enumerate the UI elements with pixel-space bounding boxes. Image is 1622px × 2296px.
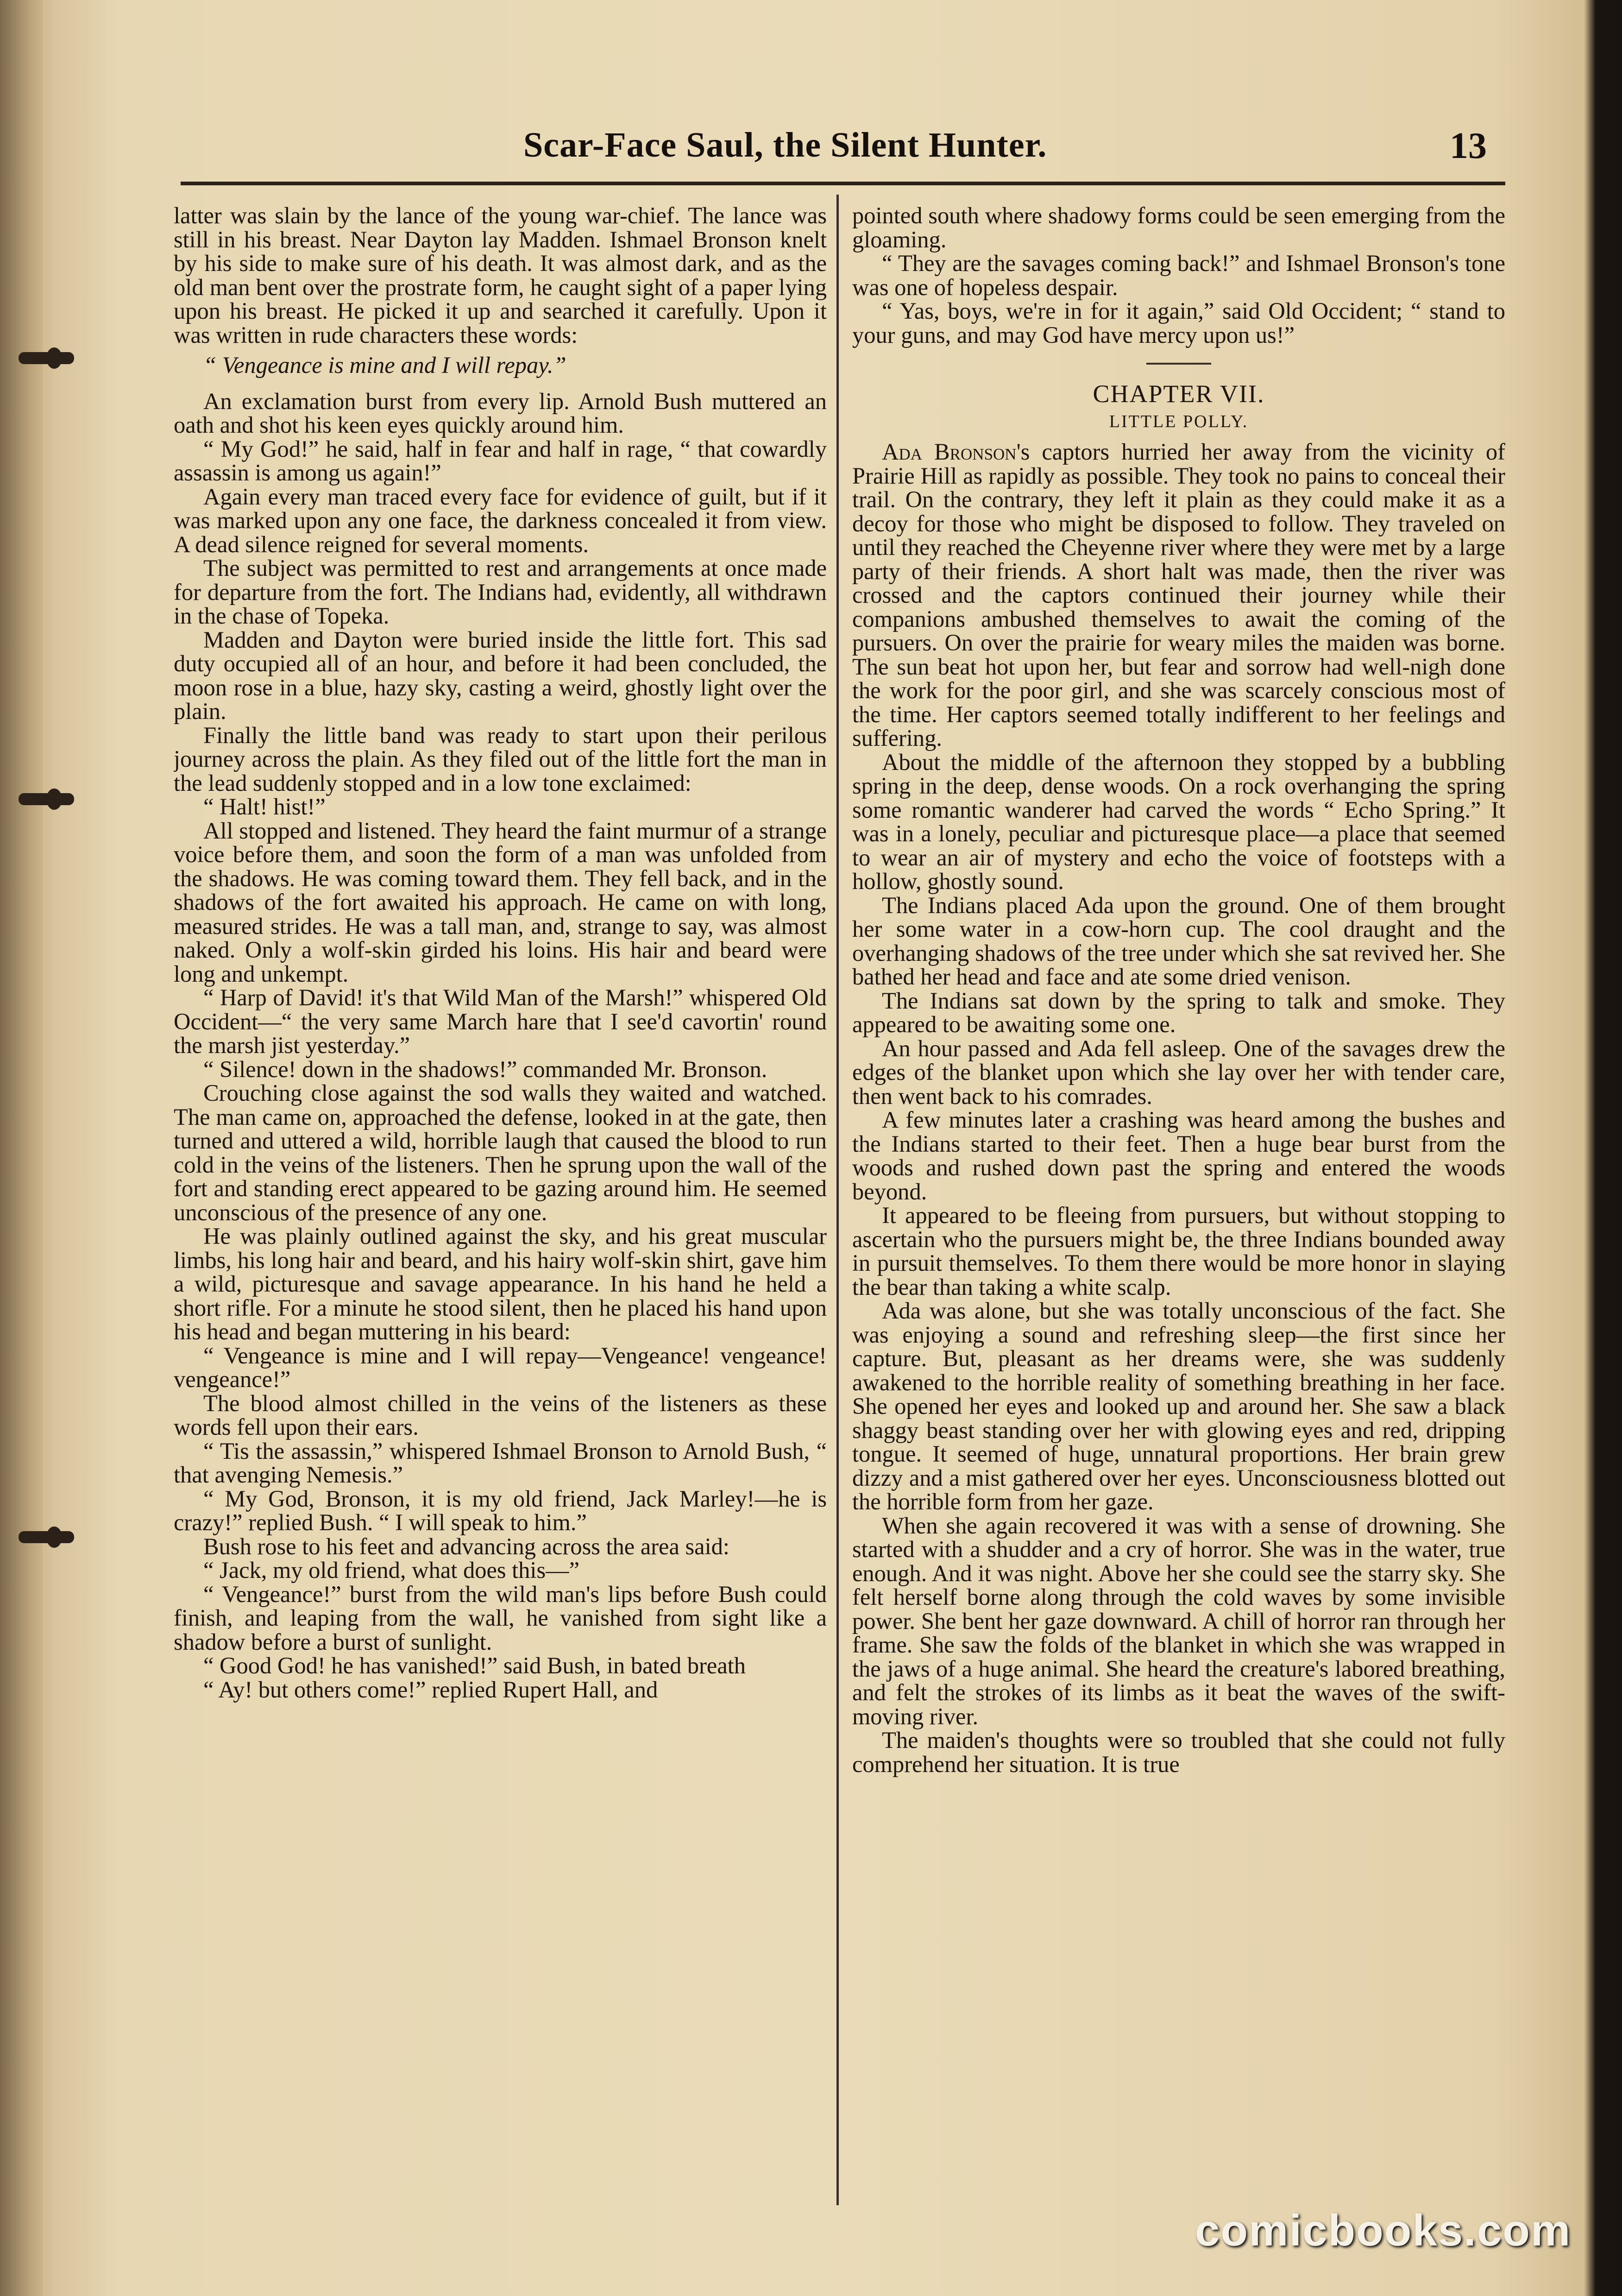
paragraph: When she again recovered it was with a sense of drowning. She started with a shudder and a cry of horror. She was in the water, true enough. And it was night. Above her she could see the starry sky. She felt herself borne along through the cold waves by some invisible power. She bent her gaze downward. A chill of horror ran through her frame. She saw the folds of the blanket in which she was wrapped in the jaws of a huge animal. She heard the creature's labored breathing, and felt the strokes of its limbs as it beat the waves of the swift-moving river. [852,1512,1505,1729]
paragraph: The blood almost chilled in the veins of the listeners as these words fell upon their ears. [174,1390,827,1440]
paragraph: An hour passed and Ada fell asleep. One of the savages drew the edges of the blanket upon which she lay over her with tender care, then went back to his comrades. [852,1035,1505,1109]
paragraph: “ Yas, boys, we're in for it again,” said Old Occident; “ stand to your guns, and may God have mercy upon us!” [852,298,1505,348]
page-header [523,125,1496,176]
paragraph: Finally the little band was ready to start upon their perilous journey across the plain. As they filed out of the little fort the man in the lead suddenly stopped and in a low tone exclaimed: [174,722,827,796]
chapter-heading: CHAPTER VII. [1093,380,1265,408]
header-rule [181,182,1505,185]
paragraph: Crouching close against the sod walls they waited and watched. The man came on, approached the defense, looked in at the gate, then turned and uttered a wild, horrible laugh that caused the blood to run cold in the veins of the listeners. Then he sprung upon the wall of the fort and standing erect appeared to be gazing around him. He seemed unconscious of the presence of any one. [174,1080,827,1225]
paragraph: It appeared to be fleeing from pursuers, but without stopping to ascertain who the pursuers might be, the three Indians bounded away in pursuit themselves. To them there would be more honor in slaying the bear than taking a white scalp. [852,1202,1505,1300]
paragraph: The subject was permitted to rest and arrangements at once made for departure from the fort. The Indians had, evidently, all withdrawn in the chase of Topeka. [174,555,827,629]
paragraph: “ My God!” he said, half in fear and half in rage, “ that cowardly assassin is among us again!” [174,435,827,486]
paragraph: Madden and Dayton were buried inside the little fort. This sad duty occupied all of an hour, and before it had been concluded, the moon rose in a blue, hazy sky, casting a weird, ghostly light over the plain. [174,626,827,724]
paragraph: pointed south where shadowy forms could be seen emerging from the gloaming. [852,204,1505,252]
paragraph: A few minutes later a crashing was heard among the bushes and the Indians started to their feet. Then a huge bear burst from the woods and rushed down past the spring and entered the woods beyond. [852,1107,1505,1205]
chapter-subtitle: LITTLE POLLY. [1109,411,1249,431]
running-title: Scar-Face Saul, the Silent Hunter. [523,126,1047,164]
paragraph: “ They are the savages coming back!” and Ishmael Bronson's tone was one of hopeless despair. [852,250,1505,300]
paragraph: latter was slain by the lance of the young war-chief. The lance was still in his breast. Near Dayton lay Madden. Ishmael Bronson knelt by his side to make sure of his death. It was almost dark, and as the old man bent over the prostrate form, he caught sight of a paper lying upon his breast. He picked it up and searched it carefully. Upon it was written in rude characters these words: [174,204,827,348]
paragraph: “ Vengeance!” burst from the wild man's lips before Bush could finish, and leaping from the wall, he vanished from sight like a shadow before a burst of sunlight. [174,1581,827,1655]
paragraph: An exclamation burst from every lip. Arnold Bush muttered an oath and shot his keen eyes quickly around him. [174,388,827,438]
paragraph: About the middle of the afternoon they stopped by a bubbling spring in the deep, dense woods. On a rock overhanging the spring some romantic wanderer had carved the words “ Echo Spring.” It was in a lonely, peculiar and picturesque place—a place that seemed to wear an air of mystery and echo the voice of footsteps with a hollow, ghostly sound. [852,749,1505,894]
paragraph: “ Ay! but others come!” replied Rupert Hall, and [203,1676,658,1703]
binding-stitch [19,352,74,364]
paragraph: “ Tis the assassin,” whispered Ishmael Bronson to Arnold Bush, “ that avenging Nemesis.” [174,1438,827,1488]
inscription-verse: “ Vengeance is mine and I will repay.” [203,352,566,378]
paragraph: The Indians placed Ada upon the ground. One of them brought her some water in a cow-horn cup. The cool draught and the overhanging shadows of the tree under which she sat revived her. She bathed her head and face and ate some dried venison. [852,892,1505,990]
chapter-rule [1146,363,1211,365]
binding-edge [0,0,43,2296]
paragraph: “ Halt! hist!” [203,794,326,820]
paragraph: Ada was alone, but she was totally unconscious of the fact. She was enjoying a sound and refreshing sleep—the first since her capture. But, pleasant as her dreams were, she was suddenly awakened to the horrible reality of something breathing in her face. She opened her eyes and looked up and around her. She saw a black shaggy beast standing over her with glowing eyes and red, dripping tongue. It seemed of huge, unnatural proportions. Her brain grew dizzy and a mist gathered over her eyes. Unconsciousness blotted out the horrible form from her gaze. [852,1298,1505,1514]
paragraph: “ Harp of David! it's that Wild Man of the Marsh!” whispered Old Occident—“ the very same March hare that I see'd cavortin' round the marsh jist yesterday.” [174,984,827,1058]
right-column [852,204,1505,2205]
column-divider [836,195,839,2205]
paragraph: Bush rose to his feet and advancing across the area said: [203,1533,729,1559]
paragraph: All stopped and listened. They heard the faint murmur of a strange voice before them, and soon the form of a man was unfolded from the shadows. He was coming toward them. They fell back, and in the shadows of the fort awaited his approach. He came on with long, measured strides. He was a tall man, and, strange to say, was almost naked. Only a wolf-skin girded his loins. His hair and beard were long and unkempt. [174,817,827,987]
binding-stitch [19,793,74,805]
chapter-first-words: Ada Bronson [882,439,1017,465]
paragraph: The maiden's thoughts were so troubled that she could not fully comprehend her situation. It is true [852,1727,1505,1777]
paragraph: He was plainly outlined against the sky, and his great muscular limbs, his long hair and beard, and his hairy wolf-skin shirt, gave him a wild, picturesque and savage appearance. In his hand he held a short rifle. For a minute he stood silent, then he placed his hand upon his head and began muttering in his beard: [174,1223,827,1344]
paragraph: “ Vengeance is mine and I will repay—Vengeance! vengeance! vengeance!” [174,1342,827,1392]
site-watermark: comicbooks.com [1195,2206,1572,2255]
paragraph: “ My God, Bronson, it is my old friend, Jack Marley!—he is crazy!” replied Bush. “ I will speak to him.” [174,1485,827,1535]
binding-stitch [19,1531,74,1543]
paragraph-text: 's captors hurried her away from the vicinity of Prairie Hill as rapidly as possible. They took no pains to conceal their trail. On the contrary, they left it plain as they could make it as a decoy for those who might be disposed to follow. They traveled on until they reached the Cheyenne river where they were met by a large party of their friends. A short halt was made, then the river was crossed and the captors continued their journey while their companions ambushed themselves to await the coming of the pursuers. On over the prairie for weary miles the maiden was borne. The sun beat hot upon her, but fear and sorrow had well-nigh done the work for the poor girl, and she was scarcely conscious most of the time. Her captors seemed totally indifferent to her feelings and suffering. [852,439,1505,751]
paragraph: “ Silence! down in the shadows!” commanded Mr. Bronson. [203,1056,767,1082]
left-column [174,204,827,2205]
paragraph: The Indians sat down by the spring to talk and smoke. They appeared to be awaiting some one. [852,987,1505,1037]
paragraph: “ Good God! he has vanished!” said Bush, in bated breath [203,1653,746,1678]
paragraph: Again every man traced every face for evidence of guilt, but if it was marked upon any one face, the darkness concealed it from view. A dead silence reigned for several moments. [174,483,827,557]
chapter-opening-paragraph [852,440,1505,751]
paragraph: “ Jack, my old friend, what does this—” [203,1557,580,1583]
page-number: 13 [1450,126,1487,166]
